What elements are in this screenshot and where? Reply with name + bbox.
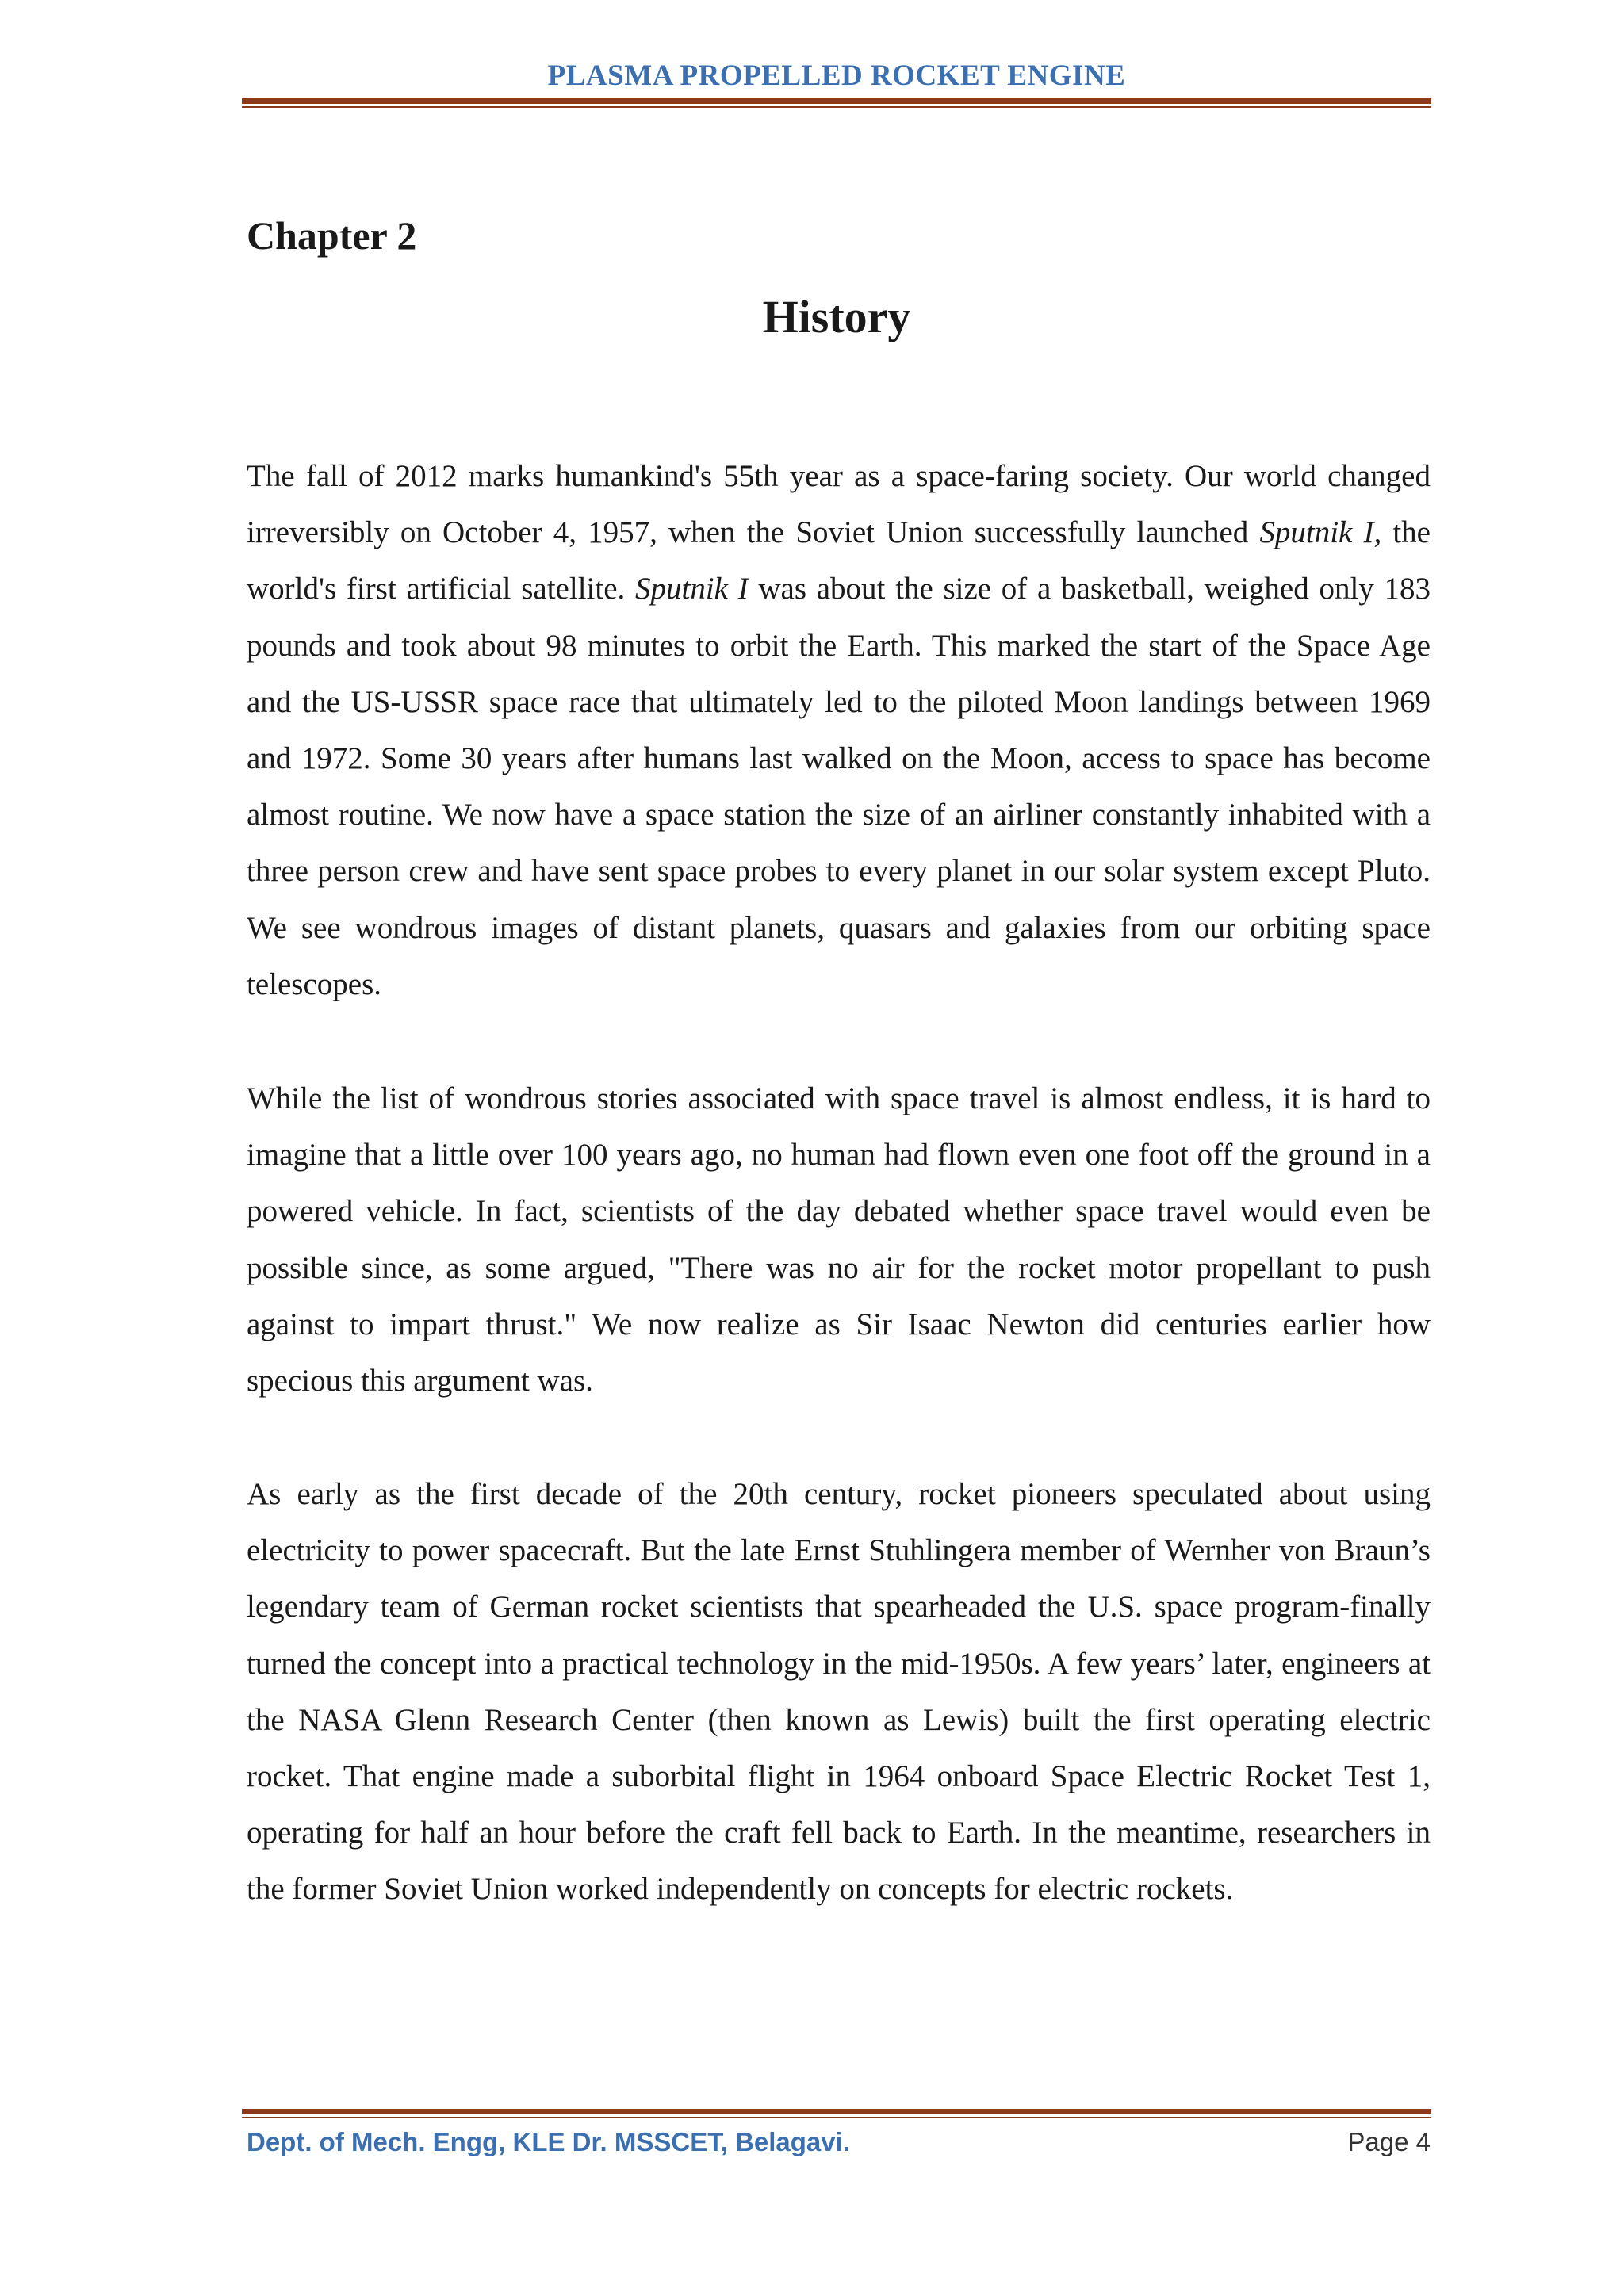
header-rule-thick [242, 98, 1431, 104]
running-header-title: PLASMA PROPELLED ROCKET ENGINE [547, 59, 1126, 92]
paragraph-1-italic-sputnik-2: Sputnik I [634, 572, 749, 607]
paragraph-2: While the list of wondrous stories associated with space travel is almost endless, it is hard to imagine that a little over 100 years ago, no human had flown even one foot off the ground in a powered vehicle. In fact, scientists of the day debated whether space travel would even be possible since, as some argued, "There was no air for the rocket motor propellant to push against to impart thrust." We now realize as Sir Isaac Newton did centuries earlier how specious this argument was. [247, 1081, 1431, 1399]
paragraph-3: As early as the first decade of the 20th century, rocket pioneers speculated about using electricity to power spacecraft. But the late Ernst Stuhlingera member of Wernher von Braun’s legendary team of German rocket scientists that spearheaded the U.S. space program-finally turned the concept into a practical technology in the mid-1950s. A few years’ later, engineers at the NASA Glenn Research Center (then known as Lewis) built the first operating electric rocket. That engine made a suborbital flight in 1964 onboard Space Electric Rocket Test 1, operating for half an hour before the craft fell back to Earth. In the meantime, researchers in the former Soviet Union worked independently on concepts for electric rockets. [247, 1477, 1431, 1907]
paragraph-1-italic-sputnik-1: Sputnik I, [1259, 515, 1382, 550]
footer-department: Dept. of Mech. Engg, KLE Dr. MSSCET, Belagavi. [247, 2127, 850, 2156]
chapter-label: Chapter 2 [247, 213, 417, 258]
footer-rule-thick [242, 2109, 1431, 2114]
paragraph-1 [247, 448, 1431, 1012]
footer-page-number: Page 4 [1347, 2127, 1431, 2156]
paragraph-1-text-c: was about the size of a basketball, weighed only 183 pounds and took about 98 minutes to orbit the Earth. This marked the start of the Space Age and the US-USSR space race that ultimately led to the piloted Moon landings between 1969 and 1972. Some 30 years after humans last walked on the Moon, access to space has become almost routine. We now have a space station the size of an airliner constantly inhabited with a three person crew and have sent space probes to every planet in our solar system except Pluto. We see wondrous images of distant planets, quasars and galaxies from our orbiting space telescopes. [247, 572, 1431, 1001]
chapter-title: History [762, 291, 911, 342]
header-rule-thin [242, 106, 1431, 108]
paragraph-1-text-a: The fall of 2012 marks humankind's 55th year as a space-faring society. Our world changed irreversibly on October 4, 1957, when the Soviet Union successfully launched [247, 459, 1431, 550]
footer-rule-thin [242, 2117, 1431, 2118]
paragraph-1-text-b: the world's first artificial satellite. [247, 515, 1431, 607]
